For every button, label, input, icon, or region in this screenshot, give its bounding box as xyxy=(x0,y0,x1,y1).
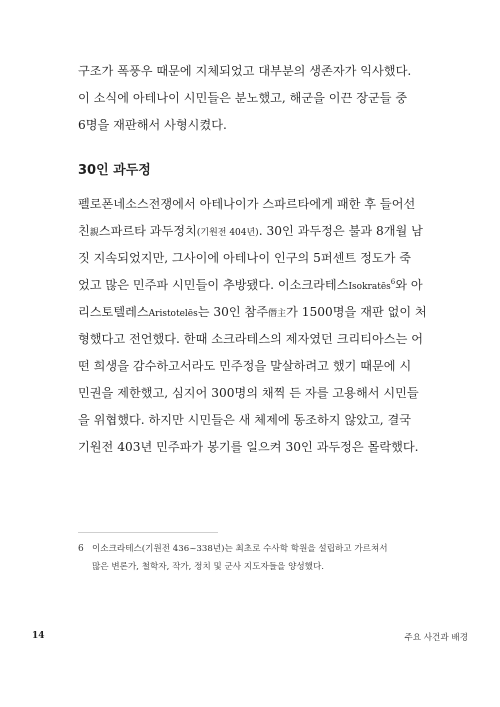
text-fragment: 친 xyxy=(78,224,90,238)
text-line xyxy=(78,272,423,299)
footnote-line: 이소크라테스(기원전 436~338년)는 최초로 수사학 학원을 설립하고 가르쳐서 xyxy=(92,544,388,554)
footnote-line: 많은 변론가, 철학자, 작가, 정치 및 군사 지도자들을 양성했다. xyxy=(92,562,325,572)
text-line: 짓 지속되었지만, 그사이에 아테나이 인구의 5퍼센트 정도가 죽 xyxy=(78,251,412,265)
text-line: 6명을 재판해서 사형시켰다. xyxy=(78,118,227,132)
text-line: 떤 희생을 감수하고서라도 민주정을 말살하려고 했기 때문에 시 xyxy=(78,359,412,373)
text-line: 구조가 폭풍우 때문에 지체되었고 대부분의 생존자가 익사했다. xyxy=(78,64,412,78)
footnote-number: 6 xyxy=(78,544,84,554)
latin-name: Aristotelēs xyxy=(148,309,198,319)
text-fragment: 는 30인 참주 xyxy=(197,305,269,319)
footnote-marker[interactable]: 6 xyxy=(390,277,396,286)
text-fragment: 리스토텔레스 xyxy=(78,305,149,319)
date-note: (기원전 404년) xyxy=(196,228,259,238)
text-fragment: 가 1500명을 재판 없이 처 xyxy=(286,305,427,319)
text-line xyxy=(78,218,423,245)
text-line: 기원전 403년 민주파가 봉기를 일으켜 30인 과두정은 몰락했다. xyxy=(78,440,419,454)
text-line: 민권을 제한했고, 심지어 300명의 채찍 든 자를 고용해서 시민들 xyxy=(78,386,419,400)
footnote-text xyxy=(92,540,404,576)
footnote-divider xyxy=(78,532,218,533)
hanja-gloss: 親 xyxy=(89,228,99,238)
text-line xyxy=(78,299,427,326)
latin-name: Isokratēs xyxy=(348,282,391,292)
hanja-gloss: 僭主 xyxy=(268,309,287,319)
text-fragment: . 30인 과두정은 불과 8개월 남 xyxy=(258,224,423,238)
text-line: 펠로폰네소스전쟁에서 아테나이가 스파르타에게 패한 후 들어선 xyxy=(78,197,416,211)
text-line: 이 소식에 아테나이 시민들은 분노했고, 해군을 이끈 장군들 중 xyxy=(78,91,408,105)
text-fragment: 와 아 xyxy=(395,278,423,292)
page-number: 14 xyxy=(32,631,45,641)
text-line: 형했다고 전언했다. 한때 소크라테스의 제자였던 크리티아스는 어 xyxy=(78,332,423,346)
text-fragment: 었고 많은 민주파 시민들이 추방됐다. 이소크라테스 xyxy=(78,278,349,292)
main-paragraph xyxy=(78,191,427,461)
intro-paragraph xyxy=(78,58,412,139)
running-title: 주요 사건과 배경 xyxy=(404,633,468,643)
text-fragment: 스파르타 과두정치 xyxy=(98,224,197,238)
section-heading: 30인 과두정 xyxy=(78,163,151,178)
text-line: 을 위협했다. 하지만 시민들은 새 체제에 동조하지 않았고, 결국 xyxy=(78,413,412,427)
